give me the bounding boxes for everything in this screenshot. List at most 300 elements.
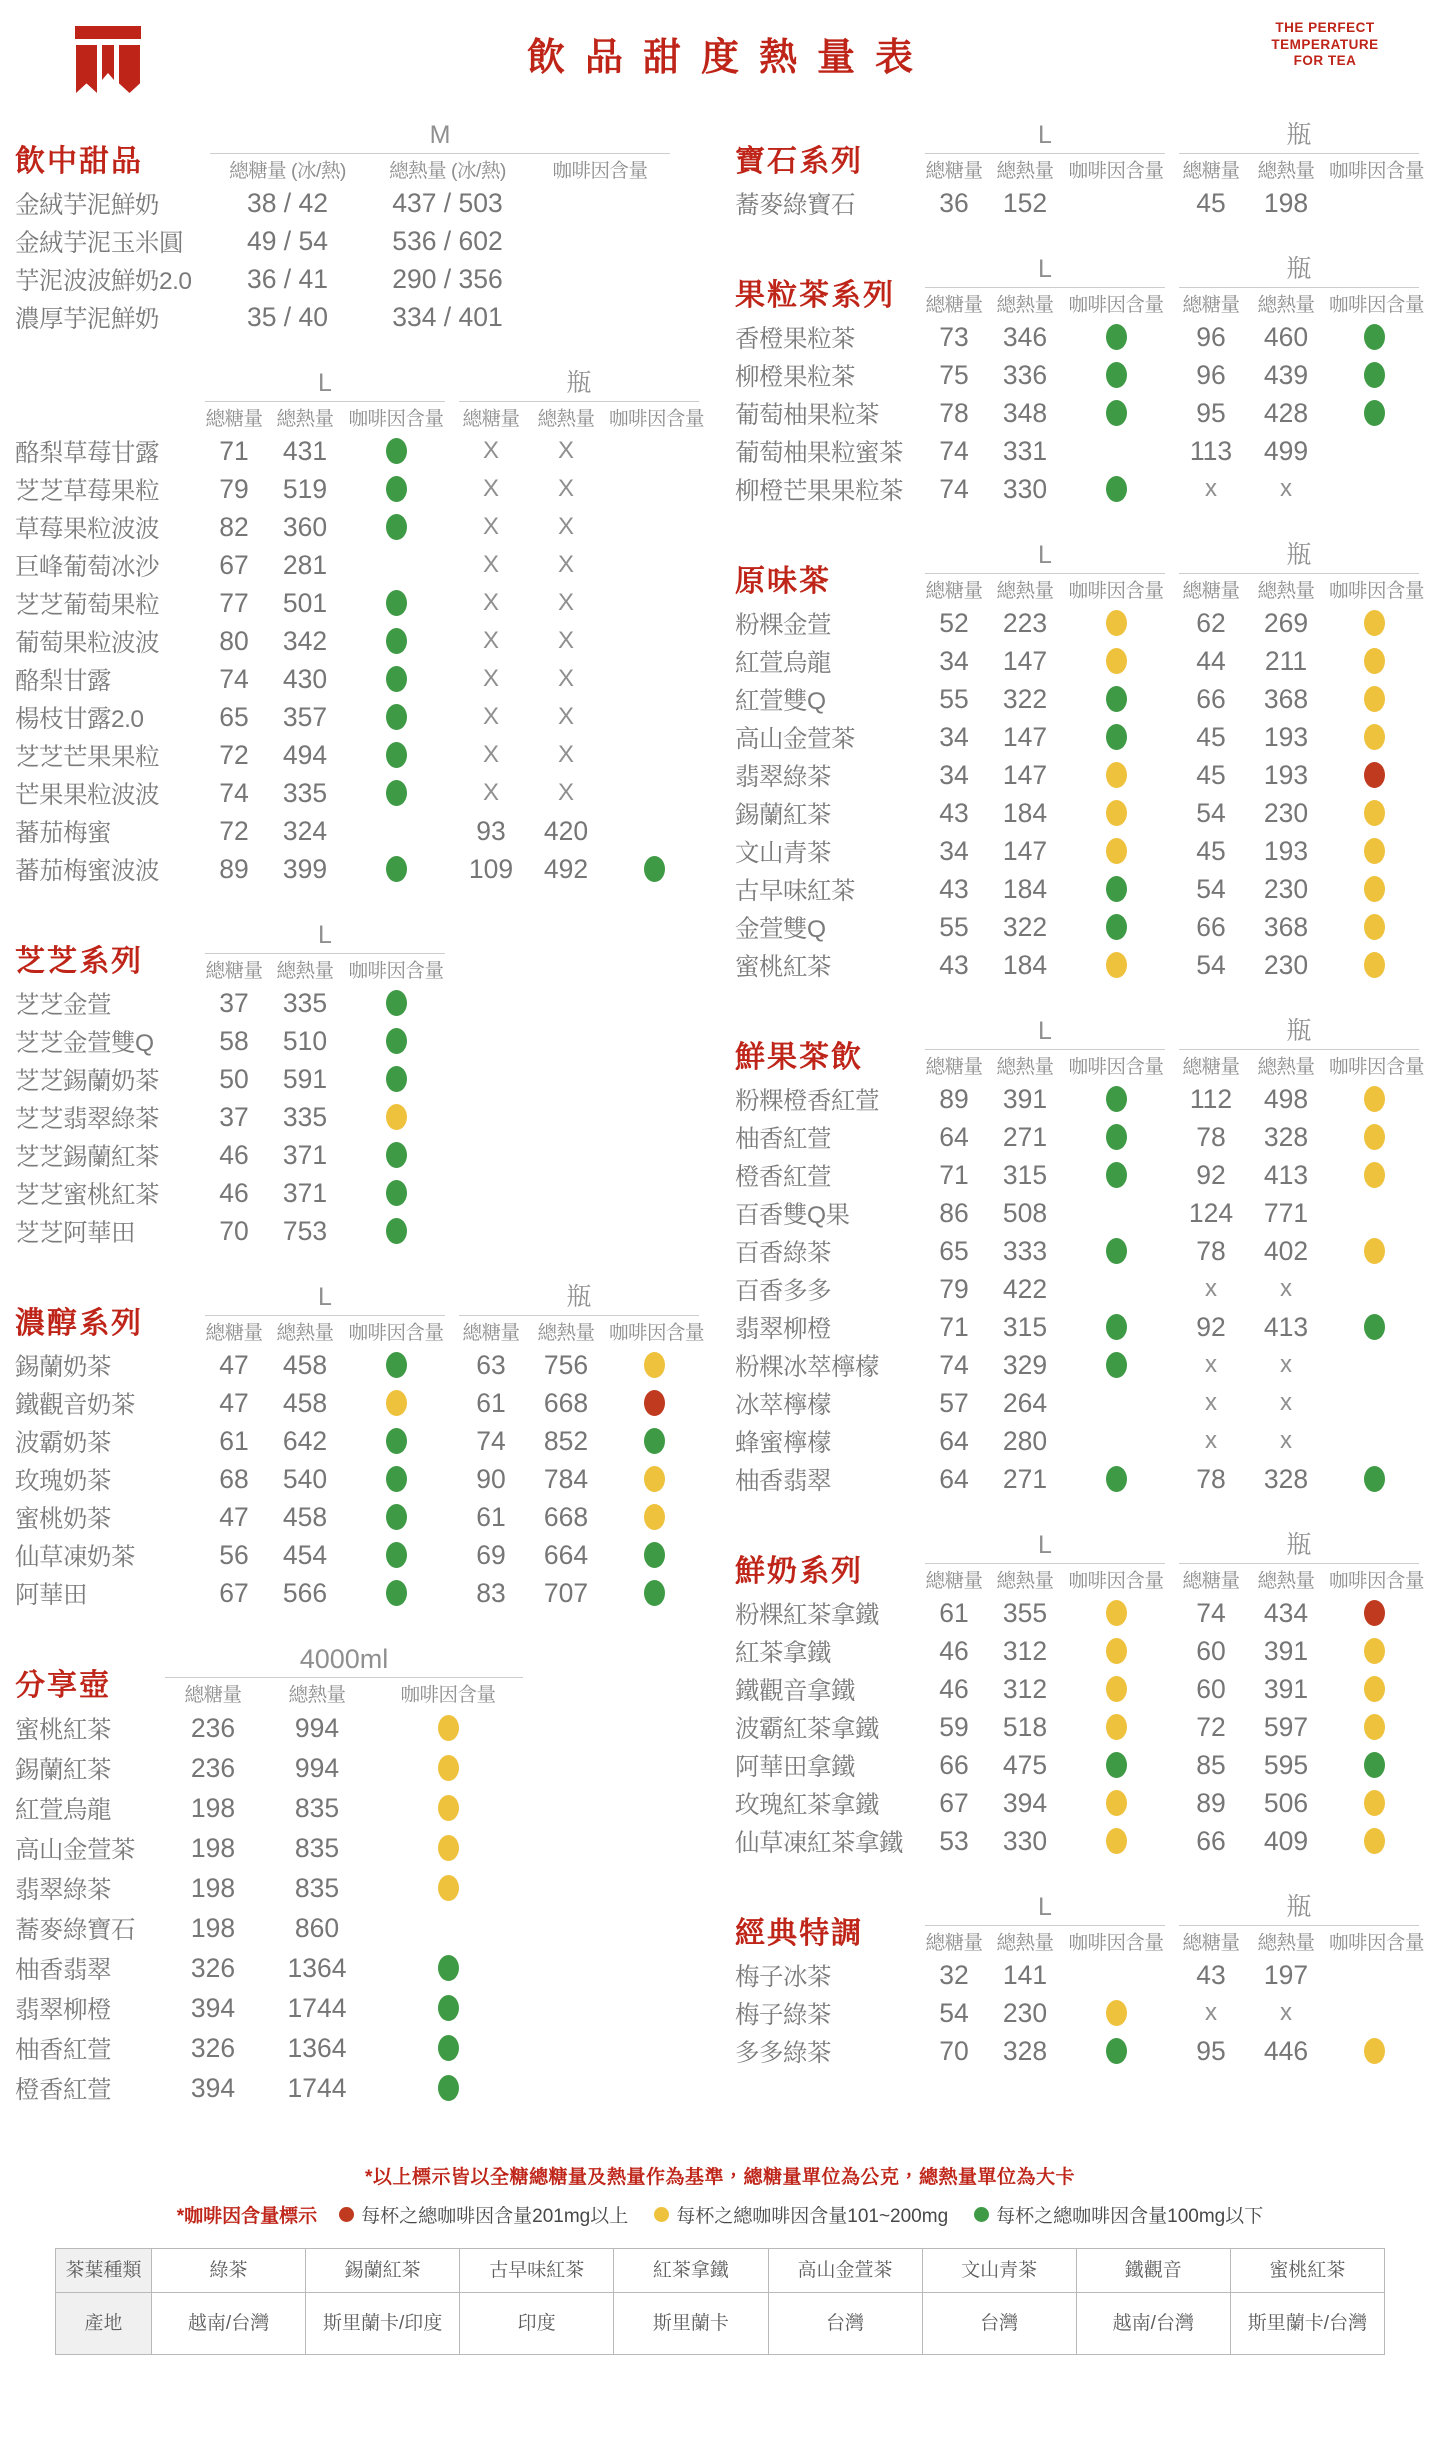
caffeine-cell bbox=[1329, 648, 1419, 674]
value-cell: 1364 bbox=[287, 2032, 347, 2063]
value-cell: 147 bbox=[1002, 721, 1048, 752]
size-group bbox=[165, 1644, 523, 1708]
column-header-label: 總熱量 bbox=[996, 160, 1054, 182]
tagline-line: FOR TEA bbox=[1293, 53, 1357, 68]
caffeine-dot-green bbox=[1106, 1238, 1127, 1264]
value-cell: 326 bbox=[190, 2032, 236, 2063]
drink-name: 文山青茶 bbox=[735, 839, 831, 867]
drink-name: 葡萄柚果粒蜜茶 bbox=[735, 439, 903, 467]
value-cell: 66 bbox=[939, 1749, 969, 1780]
menu-row bbox=[735, 718, 1440, 756]
drink-name: 粉粿金萱 bbox=[735, 611, 831, 639]
value-cell: 566 bbox=[282, 1577, 328, 1608]
menu-row bbox=[15, 850, 705, 888]
value-cell: 518 bbox=[1002, 1711, 1048, 1742]
size-group bbox=[210, 120, 670, 184]
caffeine-cell bbox=[347, 1180, 445, 1206]
column-header-label: 總熱量 bbox=[1257, 294, 1315, 316]
size-group bbox=[1179, 540, 1425, 604]
caffeine-cell bbox=[1329, 1162, 1419, 1188]
caffeine-cell bbox=[1329, 838, 1419, 864]
menu-row bbox=[15, 660, 705, 698]
drink-name: 金萱雙Q bbox=[735, 915, 826, 943]
column-header-label: 總糖量 bbox=[1182, 1570, 1240, 1592]
value-cell: 74 bbox=[476, 1425, 506, 1456]
caffeine-cell bbox=[1067, 724, 1165, 750]
drink-name: 柚香紅萱 bbox=[15, 2036, 111, 2064]
caffeine-cell bbox=[373, 2035, 523, 2061]
menu-row bbox=[735, 1118, 1440, 1156]
size-label: L bbox=[1038, 255, 1052, 283]
value-cell: 92 bbox=[1196, 1159, 1226, 1190]
column-header-label: 總熱量 bbox=[996, 294, 1054, 316]
legend-item-red bbox=[339, 2201, 628, 2228]
caffeine-cell bbox=[1329, 1314, 1419, 1340]
caffeine-dot-yellow bbox=[644, 1466, 665, 1492]
value-cell: 391 bbox=[1263, 1635, 1309, 1666]
caffeine-cell bbox=[347, 1218, 445, 1244]
caffeine-dot-green bbox=[386, 990, 407, 1016]
tea-type-cell: 鐵觀音 bbox=[1076, 2249, 1230, 2293]
value-cell: 65 bbox=[939, 1235, 969, 1266]
column-header-label: 總熱量 bbox=[276, 408, 334, 430]
menu-row bbox=[735, 1784, 1440, 1822]
not-available-mark: X bbox=[482, 475, 499, 502]
group-divider-line bbox=[925, 153, 1165, 154]
column-headers bbox=[1179, 158, 1425, 184]
value-cell: 36 / 41 bbox=[246, 263, 329, 294]
caffeine-dot-yellow bbox=[1364, 1676, 1385, 1702]
drink-name: 酪梨草莓甘露 bbox=[15, 439, 159, 467]
value-cell: 147 bbox=[1002, 835, 1048, 866]
value-cell: 66 bbox=[1196, 1825, 1226, 1856]
drink-name: 仙草凍紅茶拿鐵 bbox=[735, 1829, 903, 1857]
page-title: 飲品甜度熱量表 bbox=[526, 37, 933, 79]
caffeine-cell bbox=[1067, 400, 1165, 426]
tea-type-cell: 古早味紅茶 bbox=[460, 2249, 614, 2293]
not-available-mark: X bbox=[557, 741, 574, 768]
value-cell: 360 bbox=[282, 511, 328, 542]
drink-name: 金絨芋泥鮮奶 bbox=[15, 191, 159, 219]
column-headers bbox=[925, 1054, 1165, 1080]
caffeine-cell bbox=[1329, 1752, 1419, 1778]
origin-cell: 斯里蘭卡 bbox=[614, 2293, 768, 2355]
not-available-mark: x bbox=[1205, 475, 1217, 502]
value-cell: 852 bbox=[543, 1425, 589, 1456]
size-label: 瓶 bbox=[1286, 1893, 1312, 1921]
origin-cell: 台灣 bbox=[922, 2293, 1076, 2355]
value-cell: 67 bbox=[939, 1787, 969, 1818]
section-cheese-series bbox=[15, 910, 705, 1250]
value-cell: 357 bbox=[282, 701, 328, 732]
section-header bbox=[735, 1006, 1440, 1080]
caffeine-cell bbox=[1067, 1124, 1165, 1150]
drink-name: 翡翠柳橙 bbox=[735, 1315, 831, 1343]
value-cell: 78 bbox=[1196, 1463, 1226, 1494]
value-cell: 402 bbox=[1263, 1235, 1309, 1266]
caffeine-dot-yellow bbox=[1364, 1238, 1385, 1264]
not-available-mark: x bbox=[1280, 475, 1292, 502]
caffeine-cell bbox=[1329, 686, 1419, 712]
caffeine-dot-yellow bbox=[1364, 1638, 1385, 1664]
value-cell: 328 bbox=[1002, 2035, 1048, 2066]
value-cell: 458 bbox=[282, 1387, 328, 1418]
size-label: 4000ml bbox=[299, 1644, 389, 1674]
value-cell: 80 bbox=[219, 625, 249, 656]
drink-name: 高山金萱茶 bbox=[735, 725, 855, 753]
footnote-basis: *以上標示皆以全糖總糖量及熱量作為基準，總糖量單位為公克，總熱量單位為大卡 bbox=[365, 2167, 1075, 2188]
caffeine-cell bbox=[347, 742, 445, 768]
caffeine-cell bbox=[1067, 476, 1165, 502]
not-available-mark: X bbox=[482, 665, 499, 692]
caffeine-dot-yellow bbox=[1364, 610, 1385, 636]
value-cell: 271 bbox=[1002, 1121, 1048, 1152]
not-available-mark: X bbox=[557, 627, 574, 654]
caffeine-dot-green bbox=[386, 438, 407, 464]
caffeine-cell bbox=[1329, 362, 1419, 388]
caffeine-dot-yellow bbox=[1106, 838, 1127, 864]
column-left bbox=[15, 88, 705, 2108]
size-group bbox=[1179, 254, 1425, 318]
column-header-label: 咖啡因含量 bbox=[609, 408, 705, 430]
value-cell: 269 bbox=[1263, 607, 1309, 638]
caffeine-dot-green bbox=[1106, 362, 1127, 388]
value-cell: 74 bbox=[939, 435, 969, 466]
value-cell: 198 bbox=[190, 1832, 236, 1863]
column-header-label: 總糖量 bbox=[205, 960, 263, 982]
caffeine-cell bbox=[1067, 1676, 1165, 1702]
drink-name: 蜜桃紅茶 bbox=[735, 953, 831, 981]
column-headers bbox=[925, 1568, 1165, 1594]
menu-row bbox=[15, 1708, 705, 1748]
drink-name: 高山金萱茶 bbox=[15, 1836, 135, 1864]
caffeine-cell bbox=[1067, 648, 1165, 674]
caffeine-dot-yellow bbox=[386, 1104, 407, 1130]
caffeine-dot-green bbox=[386, 1542, 407, 1568]
drink-name: 梅子冰茶 bbox=[735, 1963, 831, 1991]
caffeine-dot-green bbox=[1106, 724, 1127, 750]
caffeine-cell bbox=[1067, 686, 1165, 712]
value-cell: 96 bbox=[1196, 321, 1226, 352]
not-available-mark: X bbox=[482, 589, 499, 616]
value-cell: 368 bbox=[1263, 683, 1309, 714]
value-cell: 498 bbox=[1263, 1083, 1309, 1114]
menu-row bbox=[15, 1460, 705, 1498]
section-title: 分享壺 bbox=[15, 1669, 111, 1702]
caffeine-dot-yellow bbox=[1106, 648, 1127, 674]
caffeine-dot-green bbox=[1364, 324, 1385, 350]
value-cell: 193 bbox=[1263, 759, 1309, 790]
section-sharing-jug bbox=[15, 1634, 705, 2108]
column-header-label: 咖啡因含量 bbox=[1329, 1570, 1425, 1592]
drink-name: 鐵觀音奶茶 bbox=[15, 1391, 135, 1419]
value-cell: 59 bbox=[939, 1711, 969, 1742]
size-label: 瓶 bbox=[1286, 1531, 1312, 1559]
drink-name: 巨峰葡萄冰沙 bbox=[15, 553, 159, 581]
value-cell: 422 bbox=[1002, 1273, 1048, 1304]
value-cell: 141 bbox=[1002, 1959, 1048, 1990]
value-cell: 67 bbox=[219, 1577, 249, 1608]
size-label: 瓶 bbox=[566, 369, 592, 397]
menu-row bbox=[735, 1156, 1440, 1194]
group-divider-line bbox=[205, 401, 445, 402]
caffeine-cell bbox=[347, 1352, 445, 1378]
caffeine-cell bbox=[347, 1466, 445, 1492]
size-label: L bbox=[318, 1283, 332, 1311]
column-header-label: 總熱量 bbox=[1257, 1056, 1315, 1078]
menu-row bbox=[735, 1346, 1440, 1384]
drink-name: 鐵觀音拿鐵 bbox=[735, 1677, 855, 1705]
value-cell: 371 bbox=[282, 1139, 328, 1170]
menu-row bbox=[15, 1788, 705, 1828]
value-cell: 54 bbox=[1196, 797, 1226, 828]
value-cell: 236 bbox=[190, 1752, 236, 1783]
caffeine-dot-green bbox=[386, 1428, 407, 1454]
caffeine-dot-green bbox=[386, 1218, 407, 1244]
value-cell: 86 bbox=[939, 1197, 969, 1228]
caffeine-dot-green bbox=[1106, 1162, 1127, 1188]
drink-name: 芝芝蜜桃紅茶 bbox=[15, 1181, 159, 1209]
caffeine-dot-green bbox=[438, 1995, 459, 2021]
not-available-mark: X bbox=[557, 437, 574, 464]
menu-row bbox=[735, 184, 1440, 222]
caffeine-cell bbox=[609, 1504, 699, 1530]
value-cell: 49 / 54 bbox=[246, 225, 329, 256]
value-cell: 89 bbox=[219, 853, 249, 884]
menu-row bbox=[735, 394, 1440, 432]
drink-name: 紅萱烏龍 bbox=[735, 649, 831, 677]
caffeine-cell bbox=[1067, 876, 1165, 902]
section-sweet-in-drink bbox=[15, 110, 705, 336]
caffeine-dot-green bbox=[1106, 1466, 1127, 1492]
value-cell: 236 bbox=[190, 1712, 236, 1743]
caffeine-cell bbox=[1329, 1828, 1419, 1854]
menu-row bbox=[735, 1232, 1440, 1270]
drink-name: 波霸紅茶拿鐵 bbox=[735, 1715, 879, 1743]
value-cell: 334 / 401 bbox=[392, 301, 503, 332]
caffeine-dot-yellow bbox=[1106, 1676, 1127, 1702]
caffeine-dot-yellow bbox=[438, 1835, 459, 1861]
size-group bbox=[205, 368, 445, 432]
menu-columns bbox=[0, 88, 1440, 2108]
caffeine-cell bbox=[1067, 1790, 1165, 1816]
caffeine-cell bbox=[1329, 2038, 1419, 2064]
section-title: 原味茶 bbox=[735, 565, 831, 598]
column-header-label: 咖啡因含量 bbox=[1068, 294, 1164, 316]
caffeine-dot-green bbox=[386, 1504, 407, 1530]
value-cell: 348 bbox=[1002, 397, 1048, 428]
caffeine-dot-yellow bbox=[1364, 800, 1385, 826]
section-gem-series bbox=[735, 110, 1440, 222]
value-cell: 271 bbox=[1002, 1463, 1048, 1494]
value-cell: 68 bbox=[219, 1463, 249, 1494]
column-header-label: 總熱量 bbox=[276, 960, 334, 982]
caffeine-cell bbox=[1329, 610, 1419, 636]
tea-type-cell: 紅茶拿鐵 bbox=[614, 2249, 768, 2293]
drink-name: 芝芝錫蘭奶茶 bbox=[15, 1067, 159, 1095]
value-cell: 540 bbox=[282, 1463, 328, 1494]
size-group bbox=[205, 1282, 445, 1346]
caffeine-dot-yellow bbox=[1364, 724, 1385, 750]
drink-name: 芝芝金萱 bbox=[15, 991, 111, 1019]
value-cell: 994 bbox=[294, 1712, 340, 1743]
value-cell: 38 / 42 bbox=[246, 187, 329, 218]
menu-row bbox=[15, 1948, 705, 1988]
value-cell: 43 bbox=[1196, 1959, 1226, 1990]
value-cell: 72 bbox=[1196, 1711, 1226, 1742]
section-original-tea bbox=[735, 530, 1440, 984]
value-cell: 54 bbox=[1196, 949, 1226, 980]
caffeine-dot-yellow bbox=[1364, 648, 1385, 674]
caffeine-cell bbox=[347, 1104, 445, 1130]
value-cell: 95 bbox=[1196, 2035, 1226, 2066]
legend-items bbox=[339, 2201, 1263, 2228]
value-cell: 198 bbox=[190, 1912, 236, 1943]
caffeine-dot-green bbox=[644, 1428, 665, 1454]
column-header-label: 咖啡因含量 bbox=[1329, 580, 1425, 602]
not-available-mark: X bbox=[557, 779, 574, 806]
column-header-label: 總熱量 bbox=[996, 1570, 1054, 1592]
caffeine-dot-yellow bbox=[438, 1795, 459, 1821]
column-header-label: 總熱量 bbox=[537, 1322, 595, 1344]
caffeine-dot-green bbox=[1106, 324, 1127, 350]
section-title: 果粒茶系列 bbox=[735, 279, 895, 312]
column-header-label: 咖啡因含量 bbox=[1329, 1932, 1425, 1954]
value-cell: 70 bbox=[939, 2035, 969, 2066]
not-available-mark: X bbox=[482, 513, 499, 540]
drink-name: 芝芝芒果果粒 bbox=[15, 743, 159, 771]
value-cell: 394 bbox=[190, 2072, 236, 2103]
caffeine-dot-yellow bbox=[644, 1504, 665, 1530]
not-available-mark: x bbox=[1280, 1275, 1292, 1302]
menu-row bbox=[735, 642, 1440, 680]
value-cell: 371 bbox=[282, 1177, 328, 1208]
column-header-label: 總熱量 bbox=[537, 408, 595, 430]
caffeine-cell bbox=[609, 1466, 699, 1492]
column-headers bbox=[925, 292, 1165, 318]
value-cell: 784 bbox=[543, 1463, 589, 1494]
value-cell: 47 bbox=[219, 1387, 249, 1418]
caffeine-cell bbox=[347, 1580, 445, 1606]
value-cell: 333 bbox=[1002, 1235, 1048, 1266]
value-cell: 335 bbox=[282, 1101, 328, 1132]
caffeine-dot-yellow bbox=[1364, 1714, 1385, 1740]
menu-row bbox=[15, 432, 705, 470]
section-classic-specials bbox=[735, 1882, 1440, 2070]
caffeine-dot-green bbox=[386, 1466, 407, 1492]
value-cell: 53 bbox=[939, 1825, 969, 1856]
value-cell: 668 bbox=[543, 1501, 589, 1532]
value-cell: 197 bbox=[1263, 1959, 1309, 1990]
column-headers bbox=[205, 958, 445, 984]
menu-row bbox=[15, 1988, 705, 2028]
value-cell: 70 bbox=[219, 1215, 249, 1246]
menu-row bbox=[15, 1422, 705, 1460]
caffeine-dot-green bbox=[386, 1352, 407, 1378]
value-cell: 46 bbox=[219, 1139, 249, 1170]
not-available-mark: X bbox=[557, 589, 574, 616]
value-cell: 90 bbox=[476, 1463, 506, 1494]
value-cell: 664 bbox=[543, 1539, 589, 1570]
caffeine-cell bbox=[373, 2075, 523, 2101]
value-cell: 85 bbox=[1196, 1749, 1226, 1780]
value-cell: 74 bbox=[219, 777, 249, 808]
menu-row bbox=[15, 698, 705, 736]
origin-table-row-origin bbox=[56, 2293, 1385, 2355]
menu-row bbox=[15, 812, 705, 850]
menu-row bbox=[15, 184, 705, 222]
drink-name: 酪梨甘露 bbox=[15, 667, 111, 695]
not-available-mark: X bbox=[557, 703, 574, 730]
caffeine-dot-yellow bbox=[1106, 800, 1127, 826]
value-cell: 37 bbox=[219, 1101, 249, 1132]
caffeine-cell bbox=[373, 1995, 523, 2021]
value-cell: 437 / 503 bbox=[392, 187, 503, 218]
caffeine-cell bbox=[373, 1875, 523, 1901]
caffeine-cell bbox=[373, 1795, 523, 1821]
drink-name: 古早味紅茶 bbox=[735, 877, 855, 905]
value-cell: 43 bbox=[939, 949, 969, 980]
caffeine-dot-green bbox=[644, 1580, 665, 1606]
drink-name: 錫蘭紅茶 bbox=[735, 801, 831, 829]
column-headers bbox=[459, 1320, 705, 1346]
menu-row bbox=[15, 508, 705, 546]
caffeine-dot-green bbox=[1364, 1466, 1385, 1492]
section-title: 鮮果茶飲 bbox=[735, 1041, 863, 1074]
caffeine-cell bbox=[609, 1352, 699, 1378]
value-cell: 43 bbox=[939, 873, 969, 904]
caffeine-cell bbox=[1067, 800, 1165, 826]
caffeine-dot-yellow bbox=[1364, 952, 1385, 978]
caffeine-cell bbox=[1067, 1086, 1165, 1112]
value-cell: 152 bbox=[1002, 187, 1048, 218]
not-available-mark: x bbox=[1280, 1351, 1292, 1378]
size-label: L bbox=[1038, 1893, 1052, 1921]
size-group bbox=[459, 1282, 705, 1346]
menu-row bbox=[735, 1270, 1440, 1308]
value-cell: 771 bbox=[1263, 1197, 1309, 1228]
caffeine-dot-green bbox=[1106, 1086, 1127, 1112]
not-available-mark: X bbox=[482, 551, 499, 578]
value-cell: 71 bbox=[939, 1311, 969, 1342]
section-title: 濃醇系列 bbox=[15, 1307, 143, 1340]
caffeine-cell bbox=[347, 1390, 445, 1416]
value-cell: 60 bbox=[1196, 1673, 1226, 1704]
group-divider-line bbox=[1179, 573, 1419, 574]
column-header-label: 咖啡因含量 bbox=[1329, 1056, 1425, 1078]
value-cell: 597 bbox=[1263, 1711, 1309, 1742]
value-cell: 69 bbox=[476, 1539, 506, 1570]
value-cell: 324 bbox=[282, 815, 328, 846]
caffeine-cell bbox=[1329, 400, 1419, 426]
caffeine-cell bbox=[1329, 1790, 1419, 1816]
value-cell: 198 bbox=[190, 1792, 236, 1823]
caffeine-dot-yellow bbox=[1364, 914, 1385, 940]
value-cell: 458 bbox=[282, 1349, 328, 1380]
caffeine-cell bbox=[373, 1835, 523, 1861]
drink-name: 葡萄果粒波波 bbox=[15, 629, 159, 657]
caffeine-cell bbox=[347, 856, 445, 882]
origin-cell: 斯里蘭卡/台灣 bbox=[1230, 2293, 1384, 2355]
caffeine-dot-green bbox=[438, 2075, 459, 2101]
value-cell: 1744 bbox=[287, 2072, 347, 2103]
caffeine-dot-green bbox=[1364, 1314, 1385, 1340]
group-divider-line bbox=[1179, 1049, 1419, 1050]
value-cell: 45 bbox=[1196, 187, 1226, 218]
caffeine-dot-green bbox=[1106, 686, 1127, 712]
section-header bbox=[735, 530, 1440, 604]
value-cell: 34 bbox=[939, 721, 969, 752]
